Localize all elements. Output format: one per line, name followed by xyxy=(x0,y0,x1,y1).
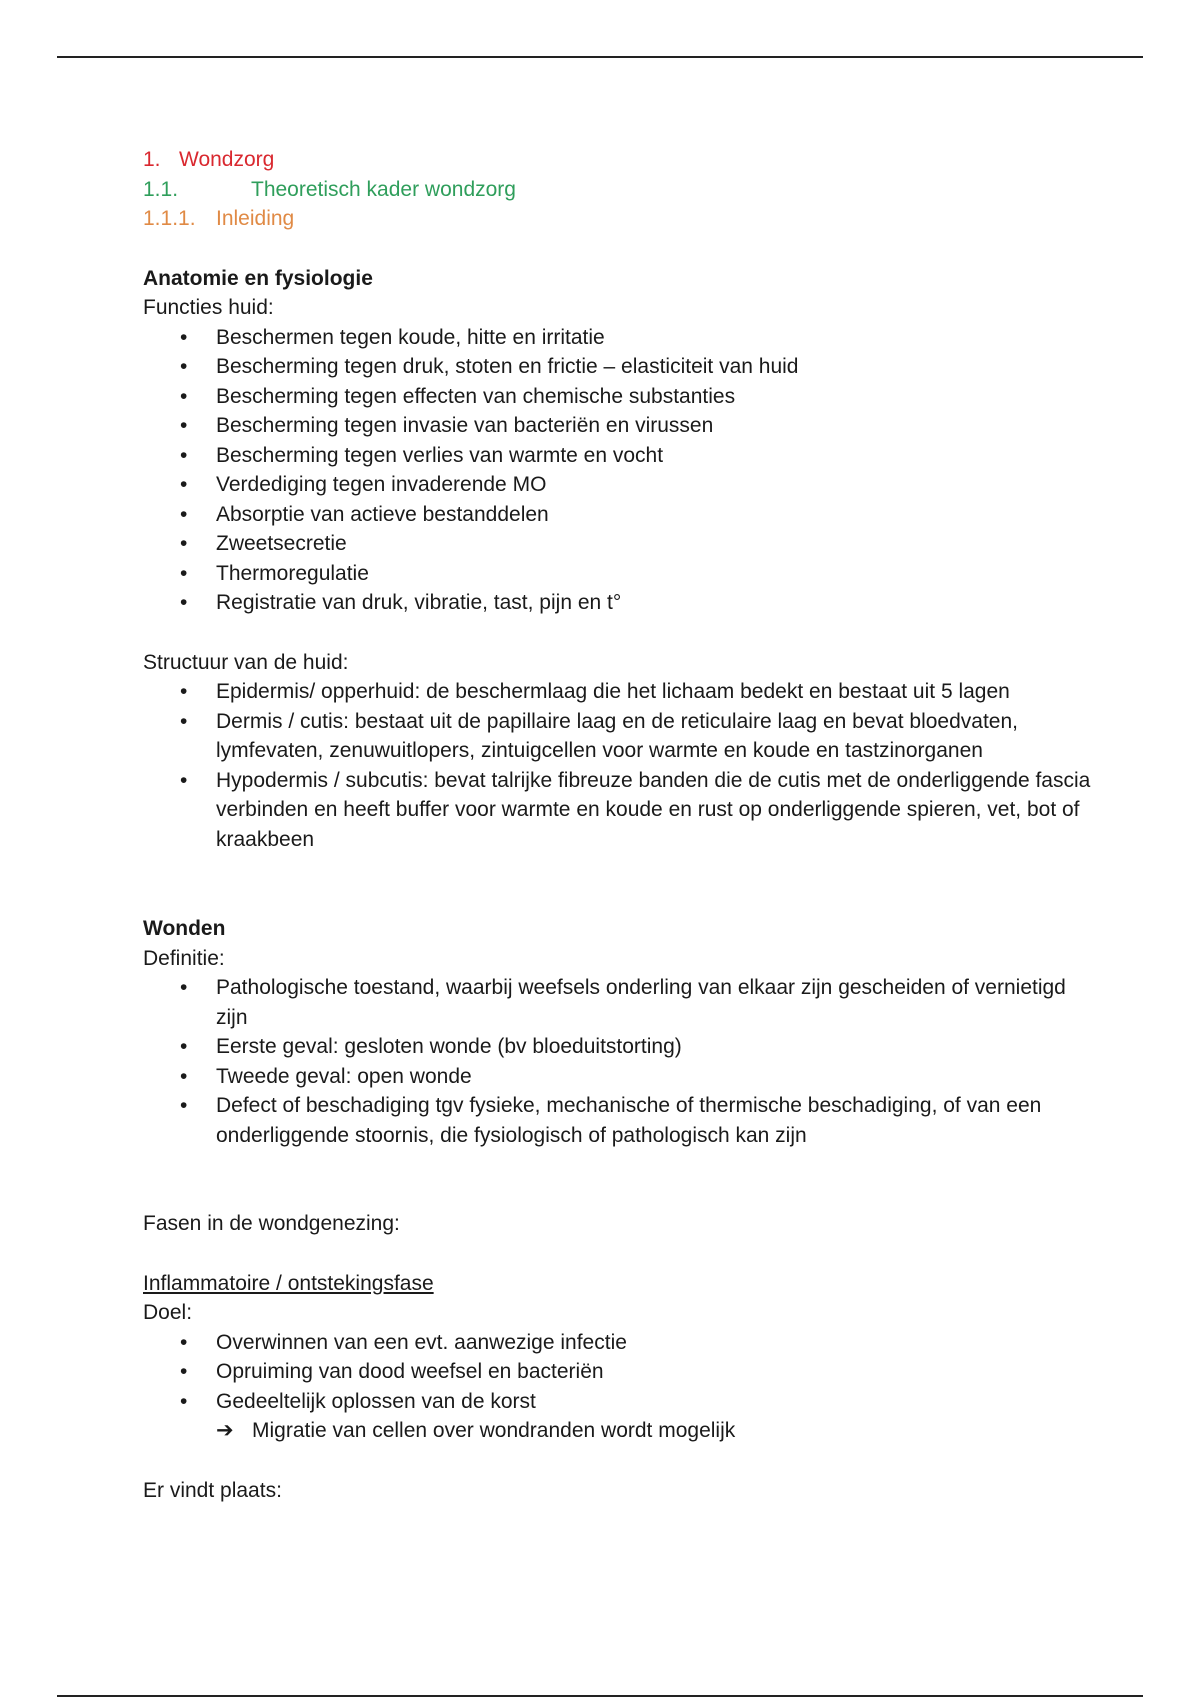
section-title-wounds: Wonden xyxy=(143,917,226,940)
goal-list xyxy=(143,1328,1093,1417)
phases-label: Fasen in de wondgenezing: xyxy=(143,1212,400,1235)
heading-level-1 xyxy=(143,145,1093,175)
list-item: • Defect of beschadiging tgv fysieke, mechanische of thermische beschadiging, of van een onderliggende stoornis, die fysiologisch of pathologisch kan zijn xyxy=(143,1091,1093,1150)
list-item: • Gedeeltelijk oplossen van de korst xyxy=(143,1387,1093,1417)
list-item: • Eerste geval: gesloten wonde (bv bloeduitstorting) xyxy=(143,1032,1093,1062)
arrow-note xyxy=(143,1416,1093,1446)
heading-number: 1.1.1. xyxy=(143,207,196,230)
list-item: • Bescherming tegen effecten van chemische substanties xyxy=(143,382,1093,412)
definition-label: Definitie: xyxy=(143,946,225,970)
list-item: • Bescherming tegen invasie van bacteriën en virussen xyxy=(143,411,1093,441)
structure-label: Structuur van de huid: xyxy=(143,650,349,674)
footer-rule xyxy=(57,1695,1143,1697)
occurs-label: Er vindt plaats: xyxy=(143,1478,282,1502)
section-title-anatomy: Anatomie en fysiologie xyxy=(143,266,373,290)
goal-label: Doel: xyxy=(143,1301,193,1324)
list-item: • Registratie van druk, vibratie, tast, pijn en t° xyxy=(143,588,1093,618)
list-item: • Pathologische toestand, waarbij weefsels onderling van elkaar zijn gescheiden of vernietigd zijn xyxy=(143,973,1093,1032)
list-item: • Absorptie van actieve bestanddelen xyxy=(143,500,1093,530)
heading-text: Wondzorg xyxy=(179,148,275,171)
structure-list xyxy=(143,677,1093,854)
list-item: • Overwinnen van een evt. aanwezige infectie xyxy=(143,1328,1093,1358)
arrow-right-icon: ➔ xyxy=(216,1419,234,1442)
phase-title-inflammatory: Inflammatoire / ontstekingsfase xyxy=(143,1271,434,1295)
heading-text: Inleiding xyxy=(216,207,295,230)
list-item: • Verdediging tegen invaderende MO xyxy=(143,470,1093,500)
list-item: • Zweetsecretie xyxy=(143,529,1093,559)
functions-list xyxy=(143,323,1093,618)
definition-list xyxy=(143,973,1093,1150)
heading-text: Theoretisch kader wondzorg xyxy=(251,177,516,201)
heading-level-3 xyxy=(143,204,1093,234)
arrow-note-text: Migratie van cellen over wondranden wordt mogelijk xyxy=(252,1419,736,1442)
list-item: • Dermis / cutis: bestaat uit de papillaire laag en de reticulaire laag en bevat bloedvaten, lymfevaten, zenuwuitlopers, zintuigcellen voor warmte en koude en tastzinorganen xyxy=(143,707,1093,766)
list-item: • Tweede geval: open wonde xyxy=(143,1062,1093,1092)
list-item: • Epidermis/ opperhuid: de beschermlaag die het lichaam bedekt en bestaat uit 5 lagen xyxy=(143,677,1093,707)
list-item: • Opruiming van dood weefsel en bacteriën xyxy=(143,1357,1093,1387)
heading-number: 1.1. xyxy=(143,177,179,201)
list-item: • Hypodermis / subcutis: bevat talrijke fibreuze banden die de cutis met de onderliggende fascia verbinden en heeft buffer voor warmte en koude en rust op onderliggende spieren, vet, bot of kraakbeen xyxy=(143,766,1093,855)
header-rule xyxy=(57,56,1143,58)
list-item: • Beschermen tegen koude, hitte en irritatie xyxy=(143,323,1093,353)
heading-number: 1. xyxy=(143,148,161,171)
functions-label: Functies huid: xyxy=(143,296,274,319)
list-item: • Thermoregulatie xyxy=(143,559,1093,589)
list-item: • Bescherming tegen verlies van warmte en vocht xyxy=(143,441,1093,471)
document-body xyxy=(143,145,1093,1505)
heading-level-2 xyxy=(143,175,1093,205)
list-item: • Bescherming tegen druk, stoten en frictie – elasticiteit van huid xyxy=(143,352,1093,382)
